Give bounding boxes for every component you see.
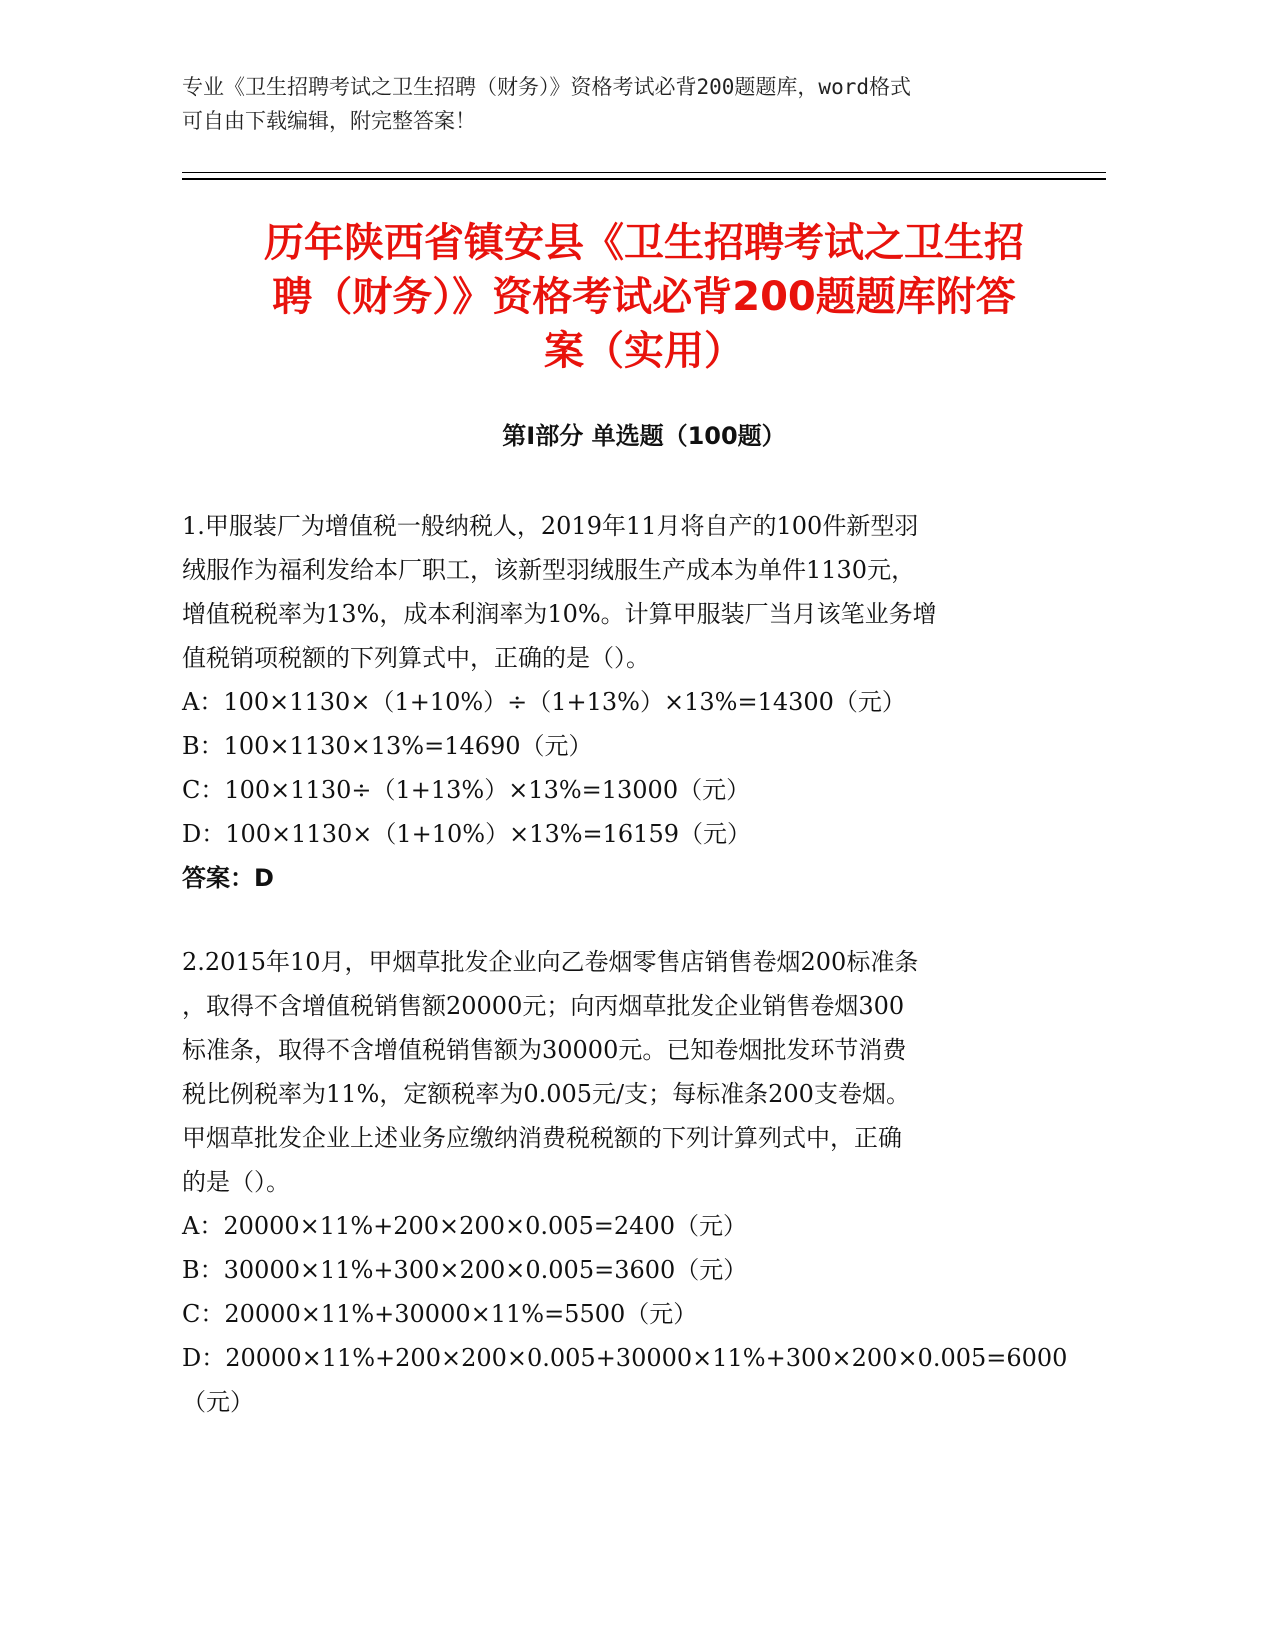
question-2-stem-line: 税比例税率为11%，定额税率为0.005元/支；每标准条200支卷烟。 [182, 1080, 910, 1108]
header-line-1: 专业《卫生招聘考试之卫生招聘（财务）》资格考试必背200题题库，word格式 [182, 75, 911, 99]
question-1-option-c: C：100×1130÷（1+13%）×13%=13000（元） [182, 776, 751, 804]
question-1-stem-line: 1.甲服装厂为增值税一般纳税人，2019年11月将自产的100件新型羽 [182, 512, 919, 540]
question-1-stem-line: 绒服作为福利发给本厂职工，该新型羽绒服生产成本为单件1130元， [182, 556, 916, 584]
question-2-option-b: B：30000×11%+300×200×0.005=3600（元） [182, 1256, 748, 1284]
title-line-3: 案（实用） [544, 328, 744, 374]
header-divider-thin [182, 172, 1106, 173]
question-2-option-a: A：20000×11%+200×200×0.005=2400（元） [182, 1212, 747, 1240]
document-title [182, 216, 1106, 378]
question-2-option-c: C：20000×11%+30000×11%=5500（元） [182, 1300, 698, 1328]
question-2-option-d-continued: （元） [182, 1388, 254, 1416]
section-title: 第I部分 单选题（100题） [502, 422, 786, 450]
question-2-stem-line: 2.2015年10月，甲烟草批发企业向乙卷烟零售店销售卷烟200标准条 [182, 948, 919, 976]
question-2-stem-line: 的是（）。 [182, 1168, 290, 1196]
question-2-option-d: D：20000×11%+200×200×0.005+30000×11%+300×200×0.005=6000 [182, 1344, 1068, 1372]
title-line-1: 历年陕西省镇安县《卫生招聘考试之卫生招 [264, 220, 1024, 266]
question-1-answer: 答案：D [182, 864, 274, 892]
question-1-stem-line: 值税销项税额的下列算式中，正确的是（）。 [182, 644, 650, 672]
header-line-2: 可自由下载编辑，附完整答案！ [182, 109, 476, 133]
question-1-option-b: B：100×1130×13%=14690（元） [182, 732, 593, 760]
question-2-stem-line: 甲烟草批发企业上述业务应缴纳消费税税额的下列计算列式中，正确 [182, 1124, 902, 1152]
question-2-stem-line: 标准条，取得不含增值税销售额为30000元。已知卷烟批发环节消费 [182, 1036, 907, 1064]
question-1 [182, 504, 1082, 900]
question-2 [182, 940, 1082, 1424]
question-1-option-a: A：100×1130×（1+10%）÷（1+13%）×13%=14300（元） [182, 688, 906, 716]
document-header [182, 70, 1042, 138]
title-line-2: 聘（财务）》资格考试必背200题题库附答 [272, 274, 1016, 320]
question-1-stem-line: 增值税税率为13%，成本利润率为10%。计算甲服装厂当月该笔业务增 [182, 600, 937, 628]
question-2-stem-line: ，取得不含增值税销售额20000元；向丙烟草批发企业销售卷烟300 [182, 992, 905, 1020]
header-divider-thick [182, 178, 1106, 180]
question-1-option-d: D：100×1130×（1+10%）×13%=16159（元） [182, 820, 751, 848]
